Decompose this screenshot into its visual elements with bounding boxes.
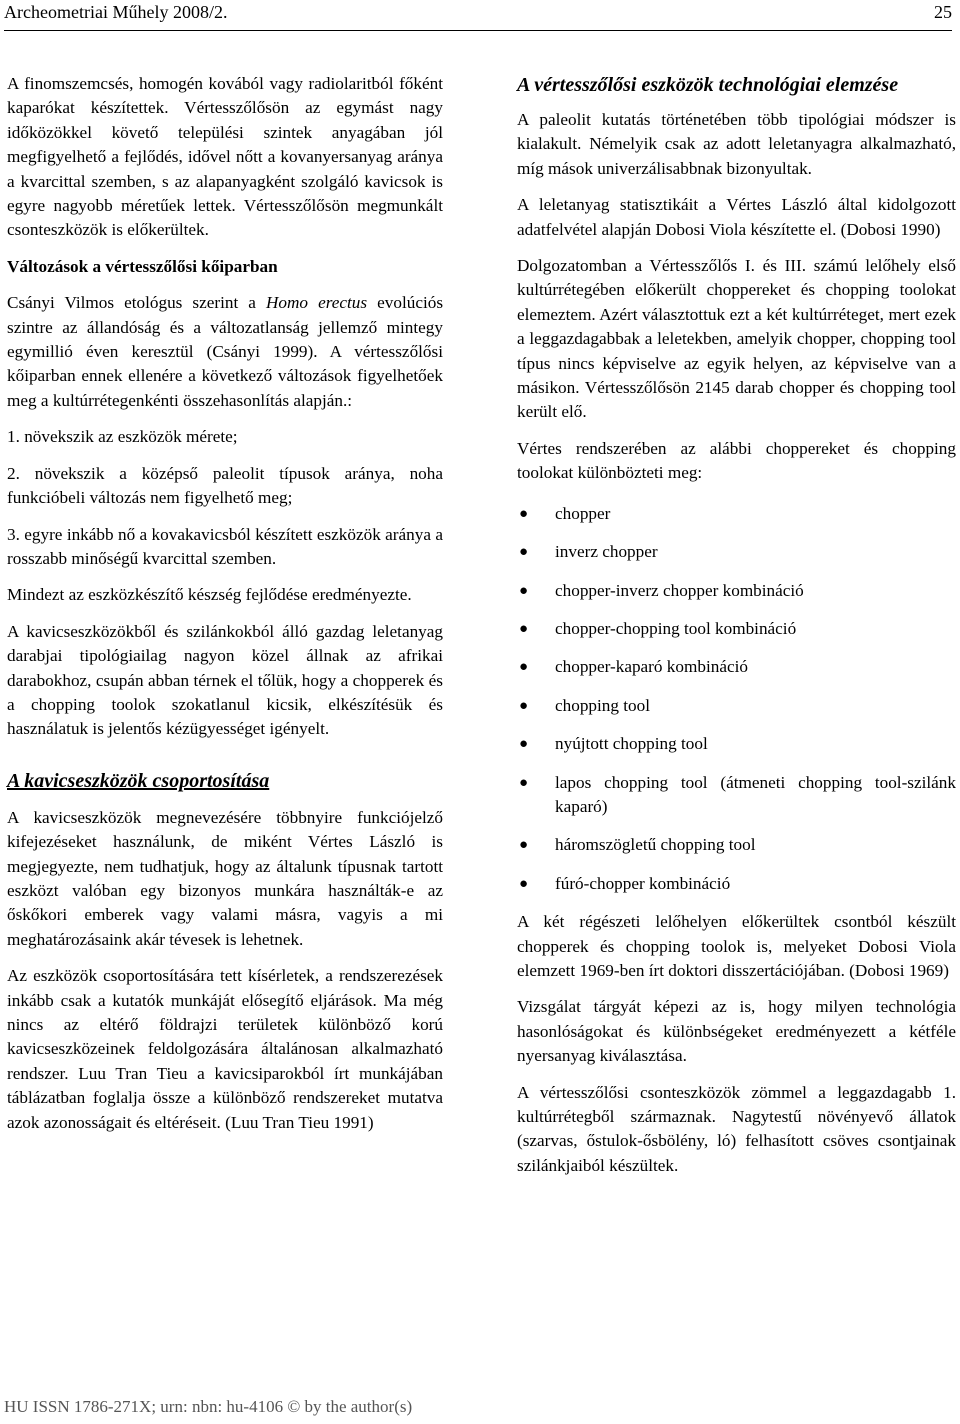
paragraph-csanyi-text-2: evolúciós szintre az állandóság és a változatlanság jellemző mintegy egymillió éven keresztül (Csányi 1999). A vértesszőlősi kőiparban ennek ellenére a következő változások figyelhetőek meg a kultúrrétegenkénti összehasonlítás alapján.: — [7, 293, 444, 410]
list-item: ● chopper — [517, 502, 956, 526]
bullet-icon: ● — [519, 736, 529, 753]
list-item: ● nyújtott chopping tool — [517, 732, 956, 756]
change-item-1: 1. növekszik az eszközök mérete; — [7, 427, 238, 447]
paragraph-study-scope: Dolgozatomban a Vértesszőlős I. és III. számú lelőhely első kultúrrétegében előkerült choppereket és chopping toolokat elemeztem. Azért választottuk ezt a két kultúrréteget, mert ezek a leggazdagabbak a leletekben, amelyik chopper, chopping tool típus nincs képviselve az egyik helyen, az képviselve van a másikon. Vértesszőlősön 2145 darab chopper és chopping tool került elő. — [517, 256, 956, 422]
paragraph-terminology: A kavicseszközök megnevezésére többnyire funkciójelző kifejezéseket használunk, de miként Vértes László is megjegyezte, nem tudhatjuk, hogy az általunk típusnak tartott eszközt valóban egy bizonyos munkára használták-e az őskőkori emberek vagy valami másra, vagyis a mi meghatározásaink akár tévesek is lehetnek. — [7, 807, 443, 949]
change-item-2: 2. növekszik a középső paleolit típusok aránya, noha funkcióbeli változás nem figyelhető meg; — [7, 463, 443, 508]
journal-title: Archeometriai Műhely 2008/2. — [4, 2, 228, 22]
paragraph-vertes-system: Vértes rendszerében az alábbi choppereket és chopping toolokat különbözteti meg: — [517, 438, 956, 483]
list-item: ● chopper-inverz chopper kombináció — [517, 579, 956, 603]
bullet-icon: ● — [519, 620, 529, 637]
homo-erectus-term: Homo erectus — [266, 293, 368, 313]
bullet-icon: ● — [519, 837, 529, 854]
bullet-icon: ● — [519, 505, 529, 522]
page-number: 25 — [934, 2, 952, 22]
list-item: ● inverz chopper — [517, 540, 956, 564]
list-item: ● fúró-chopper kombináció — [517, 872, 956, 896]
heading-pebble-tool-grouping: A kavicseszközök csoportosítása — [7, 769, 270, 792]
heading-changes: Változások a vértesszőlősi kőiparban — [7, 256, 278, 276]
bullet-icon: ● — [519, 697, 529, 714]
paragraph-typology: A paleolit kutatás történetében több tipológiai módszer is kialakult. Némelyik csak az adott leletanyagra alkalmazható, míg mások univerzálisabbnak bizonyultak. — [517, 110, 956, 178]
heading-technology-analysis: A vértesszőlősi eszközök technológiai elemzése — [517, 74, 899, 96]
paragraph-csanyi — [7, 291, 443, 413]
change-item-3: 3. egyre inkább nő a kovakavicsból készített eszközök aránya a rosszabb minőségű kvarcittal szemben. — [7, 524, 443, 568]
paragraph-skill: Mindezt az eszközkészítő készség fejlődése eredményezte. — [7, 585, 412, 605]
list-item: ● lapos chopping tool (átmeneti chopping tool-szilánk kaparó) — [519, 772, 956, 816]
paragraph-csanyi-text-1: Csányi Vilmos etológus szerint a — [7, 293, 266, 313]
paragraph-bone-tools: A két régészeti lelőhelyen előkerültek csontból készült chopperek és chopping toolok is, melyeket Dobosi Viola elemzett 1969-ben írt doktori disszertációjában. (Dobosi 1969) — [517, 912, 956, 980]
bullet-icon: ● — [519, 875, 529, 892]
bullet-icon: ● — [519, 774, 529, 791]
tool-type-list — [517, 502, 956, 896]
bullet-icon: ● — [519, 582, 529, 599]
paragraph-classification-systems: Az eszközök csoportosítására tett kísérletek, a rendszerezések inkább csak a kutatók munkáját elősegítő eljárások. Ma még nincs az eltérő földrajzi területek különböző korú kavicseszközeinek feldolgozására általánosan alkalmazható rendszer. Luu Tran Tieu a kavicsiparokból írt munkájában táblázatban foglalja össze a különböző rendszereket mutatva azok azonosságait és eltéréseit. (Luu Tran Tieu 1991) — [7, 966, 443, 1132]
page-footer: HU ISSN 1786-271X; urn: nbn: hu-4106 © by the author(s) — [4, 1397, 413, 1416]
list-item: ● chopper-kaparó kombináció — [517, 655, 956, 679]
list-item: ● chopping tool — [517, 694, 956, 718]
paragraph-bone-origin: A vértesszőlősi csonteszközök zömmel a leggazdagabb 1. kultúrrétegből származnak. Nagytestű növényevő állatok (szarvas, őstulok-ősbölény, ló) felhasított csöves csontjainak szilánkjaiból készültek. — [517, 1082, 956, 1175]
list-item: ● chopper-chopping tool kombináció — [517, 617, 956, 641]
paragraph-african-parallels: A kavicseszközökből és szilánkokból álló gazdag leletanyag darabjai tipológiailag nagyon közel állnak az afrikai darabokhoz, csupán abban térnek el tőlük, hogy a chopperek és a chopping toolok szokatlanul kicsik, elkészítésük és használatuk is jelentős kézügyességet igényelt. — [7, 621, 443, 739]
left-column — [7, 72, 443, 1147]
page-header — [4, 0, 952, 31]
paragraph-flint-tools: A finomszemcsés, homogén kovából vagy radiolaritból főként kaparókat készítettek. Vértesszőlősön az egymást nagy időközökkel követő települési szintek anyagában jól megfigyelhető a fejlődés, idővel nőtt a kovanyersanyag aránya a kvarcittal szemben, s az alapanyagként szolgáló kavicsok is egyre nagyobb méretűek lettek. Vértesszőlősön megmunkált csonteszközök is előkerültek. — [7, 74, 443, 240]
list-item: ● háromszögletű chopping tool — [517, 833, 956, 857]
paragraph-statistics: A leletanyag statisztikáit a Vértes László által kidolgozott adatfelvétel alapján Dobosi Viola készítette el. (Dobosi 1990) — [517, 195, 956, 239]
bullet-icon: ● — [519, 544, 529, 561]
right-column — [517, 72, 956, 1190]
paragraph-raw-material: Vizsgálat tárgyát képezi az is, hogy milyen technológia hasonlóságokat és különbségeket eredményezett a kétféle nyersanyag kiválasztása. — [517, 997, 956, 1066]
bullet-icon: ● — [519, 659, 529, 676]
